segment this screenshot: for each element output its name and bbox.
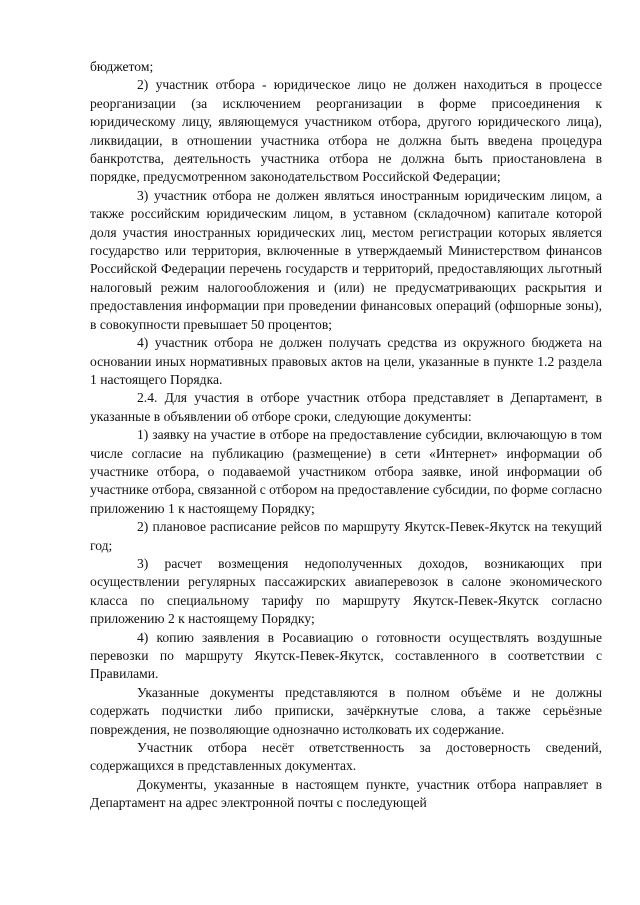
paragraph-budget-end: бюджетом; [90,59,154,74]
paragraph-documents-completeness: Указанные документы представляются в полном объёме и не должны содержать подчистки либо приписки, зачёркнутые слова, а также серьёзные повреждения, не позволяющие однозначно истолковать их содержание. [90,684,602,737]
paragraph-doc-2-schedule: 2) плановое расписание рейсов по маршруту Якутск-Певек-Якутск на текущий год; [90,519,602,553]
paragraph-responsibility: Участник отбора несёт ответственность за достоверность сведений, содержащихся в представленных документах. [90,740,602,774]
paragraph-doc-4-rosaviation: 4) копию заявления в Росавиацию о готовности осуществлять воздушные перевозки по маршруту Якутск-Певек-Якутск, составленного в соответствии с Правилами. [90,629,602,682]
paragraph-doc-3-calculation: 3) расчет возмещения недополученных доходов, возникающих при осуществлении регулярных пассажирских авиаперевозок в салоне экономического класса по специальному тарифу по маршруту Якутск-Певек-Якутск согласно приложению 2 к настоящему Порядку; [90,555,602,627]
paragraph-item-2-reorganization: 2) участник отбора - юридическое лицо не должен находиться в процессе реорганизации (за исключением реорганизации в форме присоединения к юридическому лицу, являющемуся участником отбора, другого юридического лица), ликвидации, в отношении участника отбора не должна быть введена процедура банкротства, деятельность участника отбора не должна быть приостановлена в порядке, предусмотренном законодательством Российской Федерации; [90,77,602,185]
paragraph-item-3-foreign-entity: 3) участник отбора не должен являться иностранным юридическим лицом, а также российским юридическим лицом, в уставном (складочном) капитале которой доля участия иностранных юридических лиц, местом регистрации которых является государство или территория, включенные в утверждаемый Министерством финансов Российской Федерации перечень государств и территорий, предоставляющих льготный налоговый режим налогообложения и (или) не предусматривающих раскрытия и предоставления информации при проведении финансовых операций (офшорные зоны), в совокупности превышает 50 процентов; [90,187,602,332]
paragraph-section-2-4: 2.4. Для участия в отборе участник отбора представляет в Департамент, в указанные в объявлении об отборе сроки, следующие документы: [90,390,602,424]
paragraph-doc-1-application: 1) заявку на участие в отборе на предоставление субсидии, включающую в том числе согласие на публикацию (размещение) в сети «Интернет» информации об участнике отбора, о подаваемой участником отбора заявке, иной информации об участнике отбора, связанной с отбором на предоставление субсидии, по форме согласно приложению 1 к настоящему Порядку; [90,427,602,516]
paragraph-submission: Документы, указанные в настоящем пункте, участник отбора направляет в Департамент на адрес электронной почты с последующей [90,776,602,811]
paragraph-item-4-budget-funds: 4) участник отбора не должен получать средства из окружного бюджета на основании иных нормативных правовых актов на цели, указанные в пункте 1.2 раздела 1 настоящего Порядка. [90,335,602,387]
